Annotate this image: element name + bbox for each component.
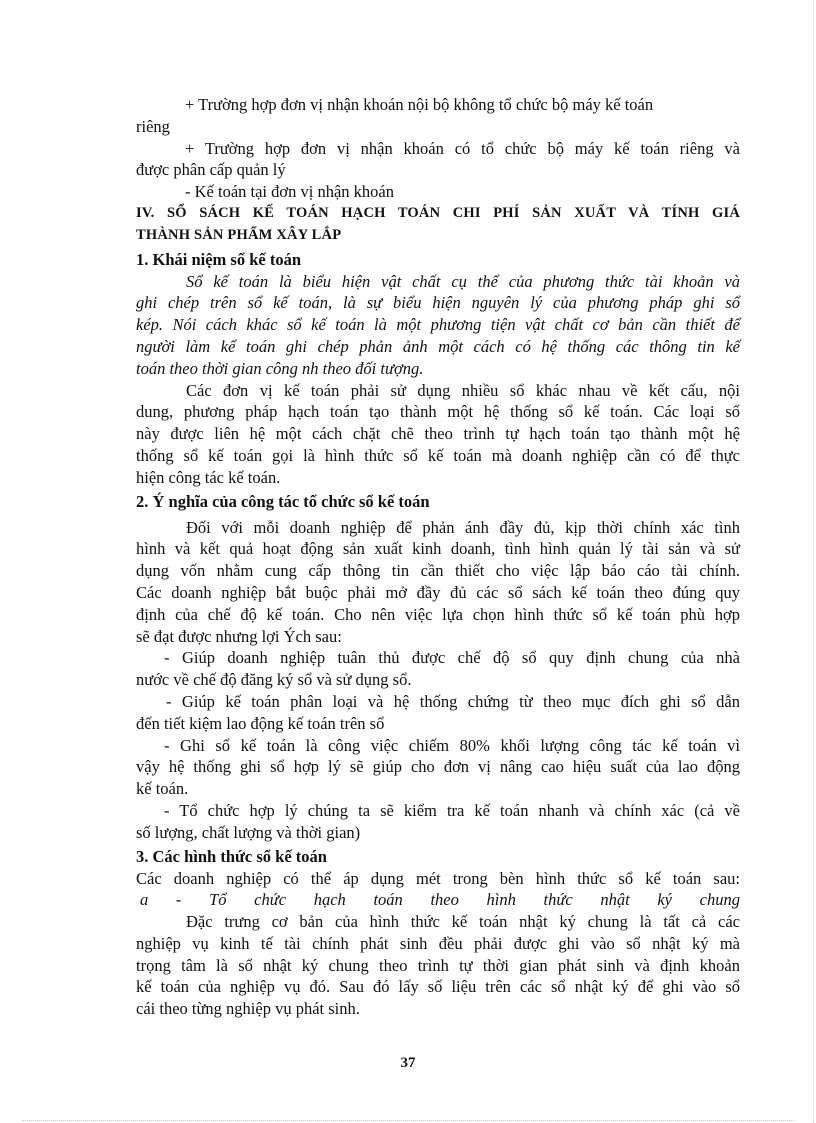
document-body <box>136 94 740 1020</box>
text-line: kế toán. <box>136 779 189 799</box>
text-line: Đặc trưng cơ bản của hình thức kế toán nhật ký chung là tất cả các <box>186 912 740 932</box>
page-number: 37 <box>400 1055 416 1071</box>
subsection-heading: 2. Ý nghĩa của công tác tổ chức sổ kế toán <box>136 491 430 511</box>
text-line: kép. Nói cách khác sổ kế toán là một phương tiện vật chất cơ bản cần thiết để <box>136 315 740 335</box>
text-line: kế toán của nghiệp vụ đó. Sau đó lấy số liệu trên các sổ nhật ký để ghi vào sổ <box>136 977 740 997</box>
text-line: sẽ đạt được nhưng lợi Ých sau: <box>136 626 342 646</box>
text-line: định của chế độ kế toán. Cho nên việc lựa chọn hình thức sổ kế toán phù hợp <box>136 604 740 624</box>
list-item: - Tổ chức hợp lý chúng ta sẽ kiểm tra kế toán nhanh và chính xác (cả về <box>164 800 740 820</box>
section-heading: THÀNH SẢN PHẨM XÂY LẮP <box>136 226 342 243</box>
text-line: trọng tâm là sổ nhật ký chung theo trình tự thời gian phát sinh và định khoản <box>136 955 740 975</box>
subsection-heading: 1. Khái niệm sổ kế toán <box>136 249 302 269</box>
text-line: này được liên hệ một cách chặt chẽ theo trình tự hạch toán tạo thành một hệ <box>136 424 740 444</box>
text-line: Các doanh nghiệp bắt buộc phải mở đầy đủ các sổ sách kế toán theo đúng quy <box>136 582 740 602</box>
subsection-heading: 3. Các hình thức sổ kế toán <box>136 846 327 866</box>
text-line: Các đơn vị kế toán phải sử dụng nhiều sổ khác nhau về kết cấu, nội <box>186 380 740 400</box>
text-line: Đối với mỗi doanh nghiệp để phản ánh đầy đủ, kịp thời chính xác tình <box>186 517 740 537</box>
list-item: - Giúp doanh nghiệp tuân thủ được chế độ sổ quy định chung của nhà <box>164 648 740 668</box>
list-item: - Ghi sổ kế toán là công việc chiếm 80% khối lượng công tác kế toán vì <box>164 735 740 755</box>
text-line: vậy hệ thống ghi sổ hợp lý sẽ giúp cho đơn vị nâng cao hiệu suất của lao động <box>136 757 740 777</box>
text-line: số lượng, chất lượng và thời gian) <box>136 822 361 842</box>
page-edge-divider <box>22 1120 794 1121</box>
text-line: toán theo thời gian công nh theo đối tượng. <box>136 358 424 378</box>
text-line: thống sổ kế toán gọi là hình thức sổ kế toán mà doanh nghiệp cần có để thực <box>136 445 740 465</box>
text-line: dụng vốn nhằm cung cấp thông tin cần thiết cho việc lập báo cáo tài chính. <box>136 561 740 581</box>
text-line: Các doanh nghiệp có thể áp dụng mét trong bèn hình thức sổ kế toán sau: <box>136 868 740 888</box>
text-line: hình và kết quả hoạt động sản xuất kinh doanh, tình hình quản lý tài sản và sử <box>136 539 740 559</box>
subheading-line: a - Tổ chức hạch toán theo hình thức nhật ký chung <box>140 890 740 910</box>
text-line: + Trường hợp đơn vị nhận khoán nội bộ không tổ chức bộ máy kế toán <box>185 95 654 114</box>
text-line: riêng <box>136 116 170 136</box>
text-line: người làm kế toán ghi chép phản ảnh một cách có hệ thống các thông tin kế <box>136 336 740 356</box>
text-line: hiện công tác kế toán. <box>136 467 281 487</box>
text-line: được phân cấp quản lý <box>136 160 286 180</box>
text-line: ghi chép trên sổ kế toán, là sự biểu hiện nguyên lý của phương pháp ghi sổ <box>136 293 740 313</box>
text-line: nghiệp vụ kinh tế tài chính phát sinh đều phải được ghi vào sổ nhật ký mà <box>136 933 740 953</box>
page-edge-divider-right <box>813 0 814 1123</box>
text-line: đến tiết kiệm lao động kế toán trên sổ <box>136 713 385 733</box>
text-line: + Trường hợp đơn vị nhận khoán có tổ chức bộ máy kế toán riêng và <box>185 138 740 158</box>
list-item: - Giúp kế toán phân loại và hệ thống chứng từ theo mục đích ghi sổ dẫn <box>166 691 740 711</box>
section-heading: IV. SỔ SÁCH KẾ TOÁN HẠCH TOÁN CHI PHÍ SẢN XUẤT VÀ TÍNH GIÁ <box>136 204 740 221</box>
text-line: cái theo từng nghiệp vụ phát sinh. <box>136 999 360 1019</box>
text-line: - Kế toán tại đơn vị nhận khoán <box>185 182 394 202</box>
text-line: nước về chế độ đăng ký sổ và sử dụng sổ. <box>136 670 412 690</box>
text-line: Sổ kế toán là biểu hiện vật chất cụ thể của phương thức tài khoản và <box>186 271 740 291</box>
text-line: dung, phương pháp hạch toán tạo thành một hệ thống sổ kế toán. Các loại sổ <box>136 402 740 422</box>
